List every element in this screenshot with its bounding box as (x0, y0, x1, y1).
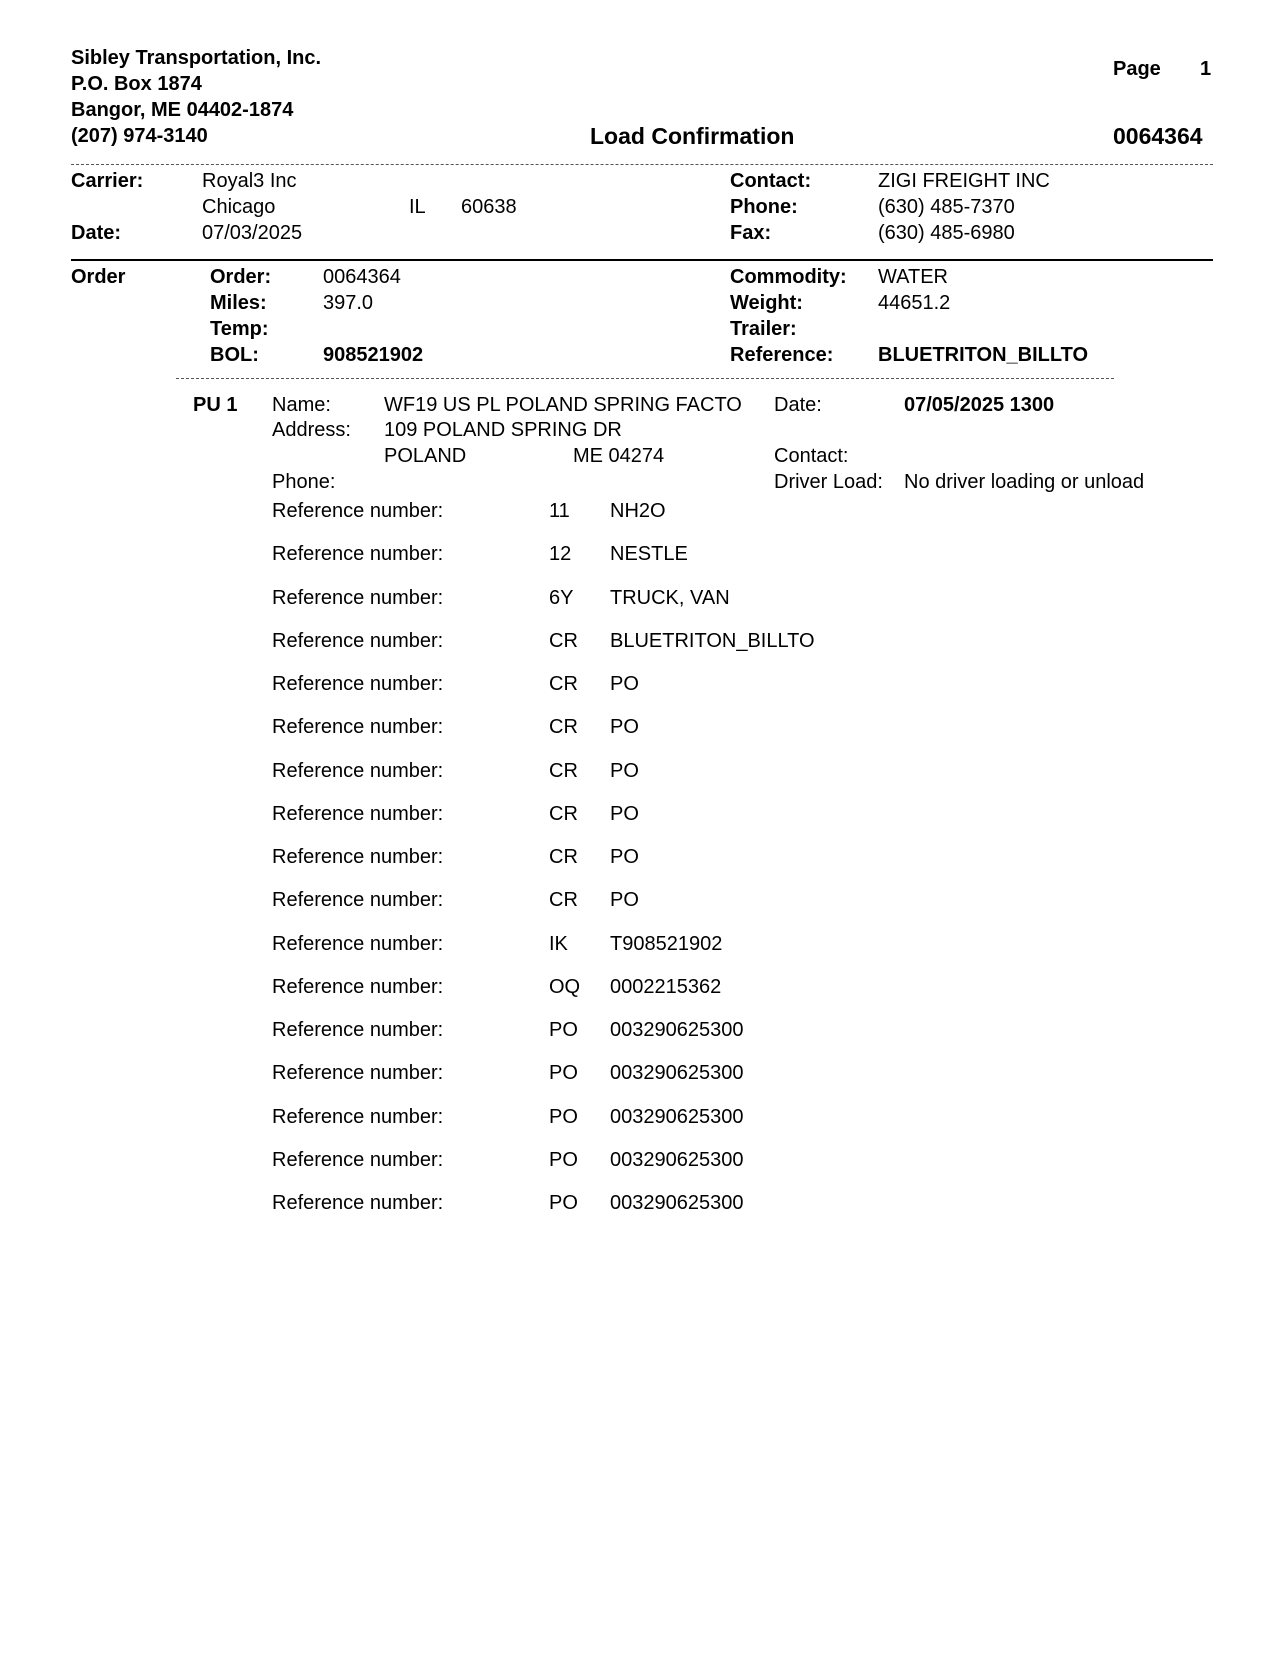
reference-row-code: PO (549, 1149, 578, 1171)
reference-row-label: Reference number: (272, 716, 444, 738)
page-label: Page (1113, 58, 1161, 80)
commodity-value: WATER (878, 266, 948, 288)
carrier-zip: 60638 (461, 196, 517, 218)
reference-row-label: Reference number: (272, 846, 444, 868)
carrier-divider (71, 259, 1213, 261)
reference-row-code: CR (549, 803, 578, 825)
reference-row-code: PO (549, 1192, 578, 1214)
order-label: Order: (210, 266, 272, 288)
reference-row-code: PO (549, 1019, 578, 1041)
driver-load-label: Driver Load: (774, 471, 883, 493)
bol-label: BOL: (210, 344, 259, 366)
carrier-date: 07/03/2025 (202, 222, 303, 244)
trailer-label: Trailer: (730, 318, 797, 340)
reference-row-value: 0002215362 (610, 976, 722, 998)
pickup-address-label: Address: (272, 419, 351, 441)
fax-value: (630) 485-6980 (878, 222, 1015, 244)
reference-row-value: T908521902 (610, 933, 723, 955)
reference-row-label: Reference number: (272, 933, 444, 955)
reference-row-code: 6Y (549, 587, 574, 609)
bol-value: 908521902 (323, 344, 424, 366)
company-address-line2: Bangor, ME 04402-1874 (71, 99, 294, 121)
reference-row-code: CR (549, 760, 578, 782)
carrier-label: Carrier: (71, 170, 144, 192)
reference-row-value: NESTLE (610, 543, 688, 565)
commodity-label: Commodity: (730, 266, 847, 288)
reference-row-value: 003290625300 (610, 1019, 744, 1041)
reference-row-code: 11 (549, 500, 570, 522)
reference-row-value: TRUCK, VAN (610, 587, 730, 609)
reference-row-code: CR (549, 889, 578, 911)
reference-row-code: CR (549, 673, 578, 695)
fax-label: Fax: (730, 222, 772, 244)
phone-value: (630) 485-7370 (878, 196, 1015, 218)
reference-row-code: OQ (549, 976, 581, 998)
reference-value: BLUETRITON_BILLTO (878, 344, 1088, 366)
reference-row-label: Reference number: (272, 543, 444, 565)
document-number: 0064364 (1113, 123, 1203, 149)
driver-load-value: No driver loading or unload (904, 471, 1145, 493)
carrier-date-label: Date: (71, 222, 122, 244)
company-address-line1: P.O. Box 1874 (71, 73, 202, 95)
page-number: 1 (1200, 58, 1212, 80)
reference-row-code: IK (549, 933, 568, 955)
reference-row-value: BLUETRITON_BILLTO (610, 630, 815, 652)
reference-row-label: Reference number: (272, 803, 444, 825)
reference-row-value: 003290625300 (610, 1192, 744, 1214)
reference-row-value: NH2O (610, 500, 666, 522)
pickup-date-label: Date: (774, 394, 822, 416)
phone-label: Phone: (730, 196, 798, 218)
temp-label: Temp: (210, 318, 269, 340)
page-title: Load Confirmation (590, 123, 795, 149)
pickup-contact-label: Contact: (774, 445, 849, 467)
pickup-name: WF19 US PL POLAND SPRING FACTO (384, 394, 742, 416)
pickup-address: 109 POLAND SPRING DR (384, 419, 622, 441)
reference-row-label: Reference number: (272, 587, 444, 609)
reference-row-code: PO (549, 1062, 578, 1084)
reference-row-value: PO (610, 760, 639, 782)
reference-row-label: Reference number: (272, 673, 444, 695)
reference-row-value: 003290625300 (610, 1149, 744, 1171)
pickup-label: PU 1 (193, 394, 238, 416)
reference-row-code: CR (549, 846, 578, 868)
reference-row-value: PO (610, 889, 639, 911)
weight-value: 44651.2 (878, 292, 951, 314)
reference-row-label: Reference number: (272, 500, 444, 522)
order-section-label: Order (71, 266, 126, 288)
miles-label: Miles: (210, 292, 267, 314)
pickup-date: 07/05/2025 1300 (904, 394, 1055, 416)
header-divider (71, 164, 1213, 165)
reference-row-value: PO (610, 673, 639, 695)
reference-row-label: Reference number: (272, 1192, 444, 1214)
reference-row-label: Reference number: (272, 1062, 444, 1084)
pickup-name-label: Name: (272, 394, 331, 416)
reference-row-label: Reference number: (272, 1149, 444, 1171)
miles-value: 397.0 (323, 292, 374, 314)
pickup-phone-label: Phone: (272, 471, 336, 493)
company-name: Sibley Transportation, Inc. (71, 47, 322, 69)
reference-row-code: 12 (549, 543, 572, 565)
reference-row-code: PO (549, 1106, 578, 1128)
reference-row-code: CR (549, 716, 578, 738)
reference-row-code: CR (549, 630, 578, 652)
reference-row-value: 003290625300 (610, 1062, 744, 1084)
reference-row-label: Reference number: (272, 976, 444, 998)
pickup-city: POLAND (384, 445, 467, 467)
reference-row-label: Reference number: (272, 1106, 444, 1128)
company-phone: (207) 974-3140 (71, 125, 208, 147)
reference-row-value: PO (610, 803, 639, 825)
weight-label: Weight: (730, 292, 803, 314)
reference-row-label: Reference number: (272, 760, 444, 782)
reference-row-value: 003290625300 (610, 1106, 744, 1128)
reference-row-label: Reference number: (272, 1019, 444, 1041)
carrier-state: IL (409, 196, 426, 218)
reference-row-value: PO (610, 846, 639, 868)
pickup-state-zip: ME 04274 (573, 445, 665, 467)
order-divider (176, 378, 1114, 379)
reference-label: Reference: (730, 344, 834, 366)
contact-label: Contact: (730, 170, 812, 192)
carrier-name: Royal3 Inc (202, 170, 297, 192)
reference-row-value: PO (610, 716, 639, 738)
contact-value: ZIGI FREIGHT INC (878, 170, 1050, 192)
order-value: 0064364 (323, 266, 401, 288)
reference-row-label: Reference number: (272, 889, 444, 911)
reference-row-label: Reference number: (272, 630, 444, 652)
carrier-city: Chicago (202, 196, 276, 218)
